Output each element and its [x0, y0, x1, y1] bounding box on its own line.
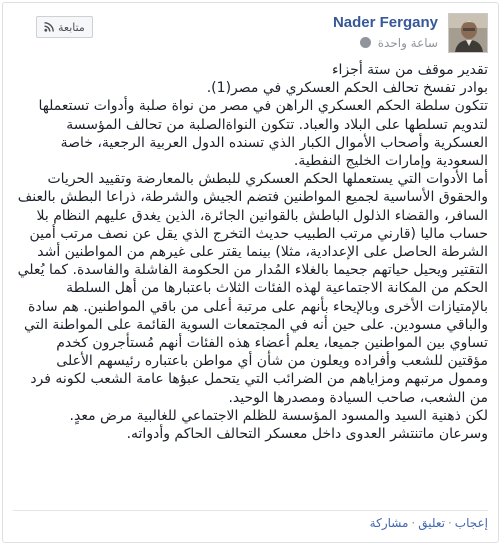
- comment-link[interactable]: تعليق: [418, 516, 445, 530]
- globe-icon: [360, 37, 371, 48]
- author-name-link[interactable]: Nader Fergany: [332, 14, 438, 31]
- action-divider: [13, 510, 488, 511]
- post-card: [2, 2, 499, 543]
- action-separator: ·: [447, 516, 452, 530]
- post-actions-bar: [370, 516, 488, 530]
- avatar-photo-icon: [449, 14, 487, 52]
- share-link[interactable]: مشاركة: [369, 516, 409, 530]
- follow-button-label: متابعة: [58, 20, 85, 34]
- follow-button[interactable]: [36, 16, 93, 38]
- action-separator: ·: [411, 516, 416, 530]
- post-body-text: تقدير موقف من ستة أجزاء بوادر تفسخ تحالف الحكم العسكري في مصر(1). تتكون سلطة الحكم العسكري الراهن في مصر من نواة صلبة وأدوات تستعملها لتدويم تسلطها على البلاد والعباد. تتكون النواةالصلبة من تحالف المؤسسة العسكرية وأصحاب الأموال الكبار الذي تسنده الدول العربية الرجعية، خاصة السعودية وإمارات الخليج النفطية. أما الأدوات التي يستعملها الحكم العسكري للبطش بالمعارضة وتقييد الحريات والحقوق الأساسية لجميع المواطنين فتضم الجيش والشرطة، ذراعا البطش بالعنف السافر، والقضاء الذلول الباطش بالقوانين الجائرة، الذين يغدق عليهم النظام بلا حساب ماليا (قارني مرتب الطبيب حديث التخرج الذي يقل عن نصف مرتب أمين الشرطة الحاصل على الإعدادية، مثلا) بينما يقتر على غيرهم من المواطنين أشد التقتير ويحيل حياتهم جحيما بالغلاء المُدار من الحكومة الفاشلة والفاسدة. كما يُعلي الحكم من المكانة الاجتماعية لهذه الفئات الثلاث باعتبارها من أهل السلطة بالإمتيازات الأخرى وبالإيحاء بأنهم على مرتبة أعلى من باقي المواطنين. هم سادة والباقي مسودين. على حين أنه في المجتمعات السوية القائمة على المواطنة التي تساوي بين المواطنين جميعا، يعلم أعضاء هذه الفئات أنهم مُستأجرون كخدم مؤقتين للشعب وأفراده ويعلون من شأن أي مواطن باعتباره رئيسهم الأعلى وممول مرتبهم ومزاياهم من الضرائب التي يتحمل عبؤها عامة الشعب لكونه فرد من الشعب، صاحب السيادة ومصدرها الوحيد. لكن ذهنية السيد والمسود المؤسسة للظلم الاجتماعي للغالبية مرض معدٍ. وسرعان ماتنتشر العدوى داخل معسكر التحالف الحاكم وأدواته.: [17, 62, 488, 443]
- post-timestamp[interactable]: [360, 36, 438, 50]
- timestamp-text: ساعة واحدة: [377, 36, 438, 50]
- like-link[interactable]: إعجاب: [454, 516, 488, 530]
- rss-icon: [44, 22, 54, 32]
- author-avatar[interactable]: [448, 13, 488, 53]
